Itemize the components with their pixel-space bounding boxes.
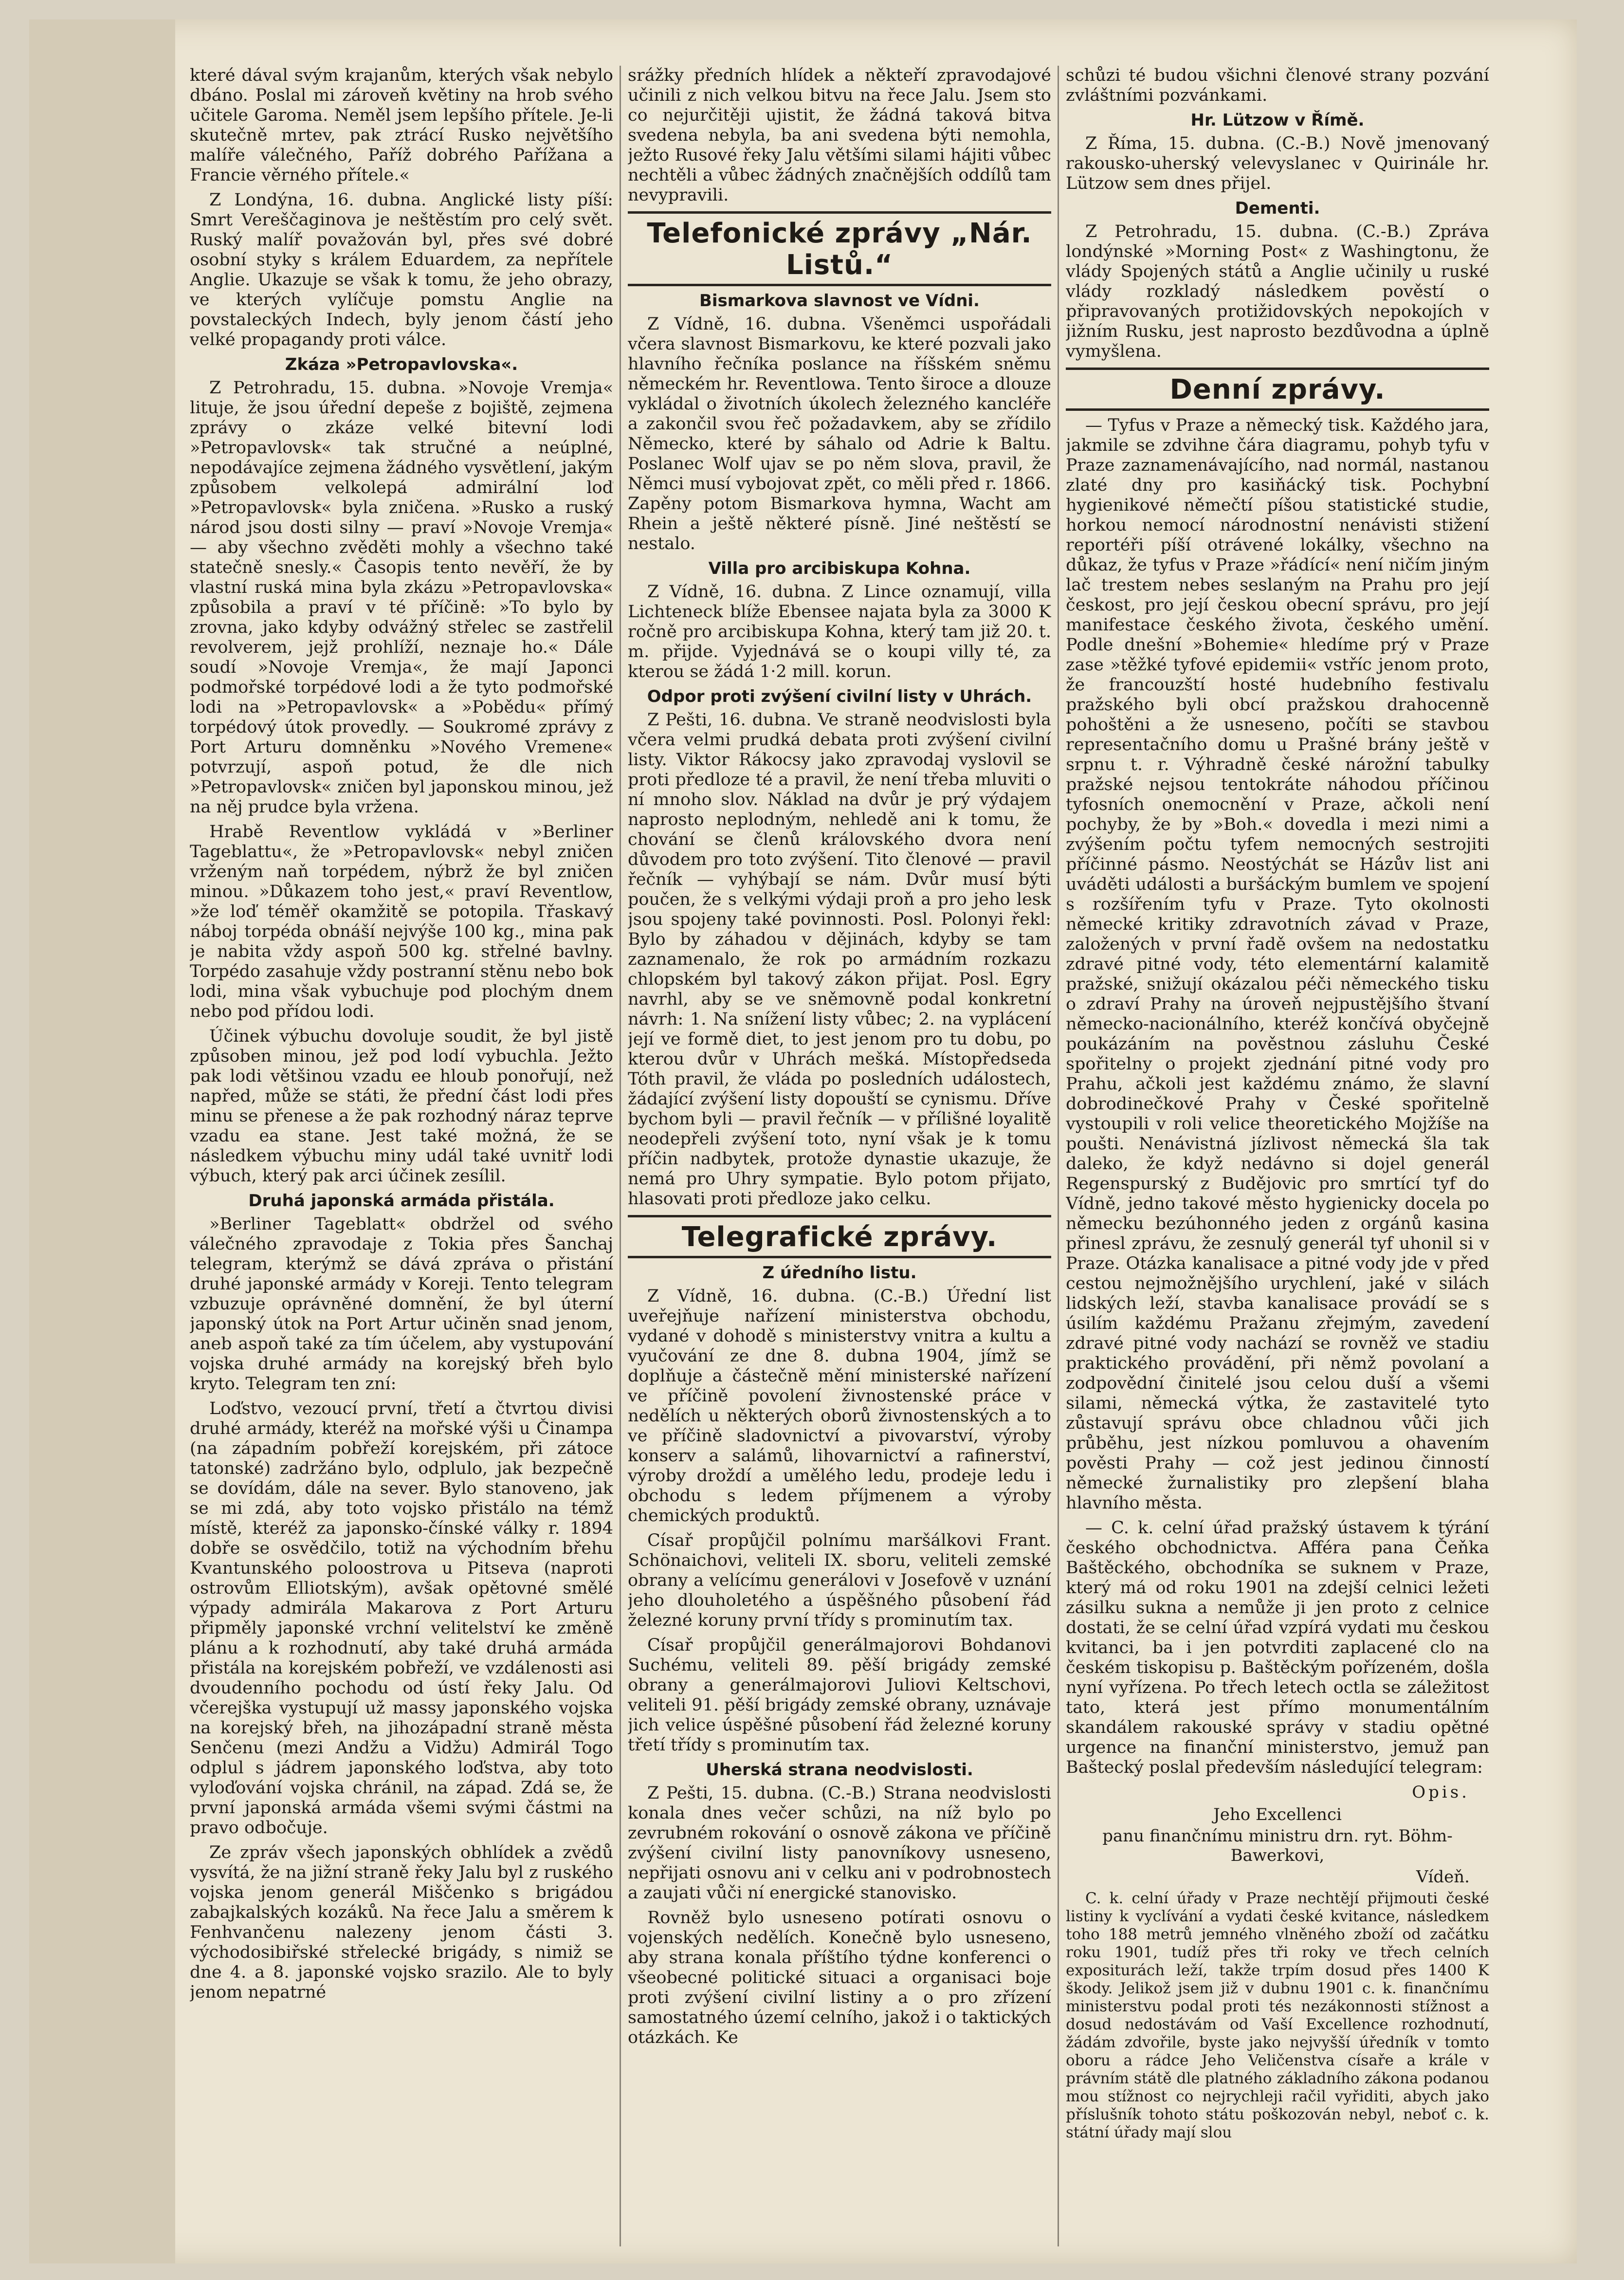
document-label: Opis. xyxy=(1412,1783,1470,1802)
section-heading: Telegrafické zprávy. xyxy=(628,1215,1051,1258)
article-heading: Uherská strana neodvislosti. xyxy=(706,1760,973,1780)
article-paragraph: Z Petrohradu, 15. dubna. (C.-B.) Zpráva londýnské »Morning Post« z Washingtonu, že vlády Spojených států a Anglie učinily u ruské vlády rozkladý následkem pověstí o připravovaných protižidovských nepokojích v jižním Rusku, jest naprosto bezdůvodna a úplně vymyšlena. xyxy=(1066,222,1489,361)
page-margin xyxy=(29,19,175,2263)
newspaper-page xyxy=(29,19,1577,2263)
article-heading: Druhá japonská armáda přistála. xyxy=(248,1191,555,1211)
section-heading: Denní zprávy. xyxy=(1066,368,1489,411)
article-heading: Z úředního listu. xyxy=(762,1263,917,1283)
article-paragraph: Z Londýna, 16. dubna. Anglické listy píší: Smrt Vereščaginova je neštěstím pro celý svět. Ruský malíř považován byl, přes své dobré osobní styky s králem Eduardem, za nepřítele Anglie. Ukazuje se však k tomu, že jeho obrazy, ve kterých vylíčuje pomstu Anglie na povstaleckých Indech, byly jenom částí jeho velké propagandy proti válce. xyxy=(190,190,613,349)
article-paragraph: Z Pešti, 15. dubna. (C.-B.) Strana neodvislosti konala dnes večer schůzi, na níž bylo po zevrubném rokování o osnově zákona ve příčině zvýšení civilní listy panovníkovy usneseno, nepřijati osnovu ani v celku ani v podrobnostech a zaujati vůči ní energické stanovisko. xyxy=(628,1784,1051,1903)
article-paragraph: »Berliner Tageblatt« obdržel od svého válečného zpravodaje z Tokia přes Šanchaj telegram, kterýmž se dává zpráva o přistání druhé japonské armády v Koreji. Tento telegram vzbuzuje oprávněné domnění, že byl úterní japonský útok na Port Artur učiněn snad jenom, aneb aspoň také za tím účelem, aby vystupování vojska druhé armády na korejský břeh bylo kryto. Telegram ten zní: xyxy=(190,1214,613,1394)
article-paragraph: Z Vídně, 16. dubna. (C.-B.) Úřední list uveřejňuje nařízení ministerstva obchodu, vydané v dohodě s ministerstvy vnitra a kultu a vyučování ze dne 8. dubna 1904, jímž se doplňuje a částečně mění ministerské nařízení ve příčině povolení živnostenské práce v nedělích u některých oborů živnostenských a to ve příčině sladovnictví a pivovarství, výroby konserv a salámů, lihovarnictví a rafinerství, výroby droždí a umělého ledu, prodeje ledu i obchodu s ledem příjmenem a výroby chemických produktů. xyxy=(628,1287,1051,1526)
column-1 xyxy=(190,66,613,2246)
column-3 xyxy=(1066,66,1489,2246)
telegram-text: C. k. celní úřady v Praze nechtějí přijmouti české listiny k vyclívání a vydati české kvitance, následkem toho 188 metrů jemného vlněného zboží od začátku roku 1901, tudíž přes tři roky ve třech celních expositurách leží, takže trpím dosud přes 1400 K škody. Jelikož jsem již v dubnu 1901 c. k. finančnímu ministerstvu podal proti tés nezákonnosti stížnost a dosud nedostávám od Vaší Excellence rozhodnutí, žádám zdvořile, byste jako nejvyšší úředník v tomto oboru a rádce Jeho Veličenstva císaře a krále v právním státě dle platného základního zákona podanou mou stížnost co nejrychleji račil vyřiditi, abych jako příslušník tohoto státu poškozován nebyl, neboť c. k. státní úřady mají slou xyxy=(1066,1890,1489,2141)
article-paragraph: Z Říma, 15. dubna. (C.-B.) Nově jmenovaný rakousko-uherský velevyslanec v Quirinále hr. Lützow sem dnes přijel. xyxy=(1066,134,1489,193)
article-paragraph: Loďstvo, vezoucí první, třetí a čtvrtou divisi druhé armády, kteréž na mořské výši u Činampa (na západním pobřeží korejském, při zátoce tatonské) zadržáno bylo, odplulo, jak bezpečně se dovídám, dále na sever. Bylo stanoveno, jak se mi zdá, aby toto vojsko přistálo na témž místě, kteréž za japonsko-čínské války r. 1894 dobře se osvědčilo, totiž na východním břehu Kvantunského poloostrova u Pitseva (naproti ostrovům Elliotským), avšak opětovné smělé výpady admirála Makarova z Port Arturu připměly japonské vrchní velitelství ke změně plánu a k rozhodnutí, aby také druhá armáda přistála na korejském pobřeží, ve vzdálenosti asi dvoudenního pochodu od ústí řeky Jalu. Od včerejška vystupují už massy japonského vojska na korejský břeh, na jihozápadní straně města Senčenu (mezi Andžu a Vidžu) Admirál Togo odplul s jádrem japonského loďstva, aby toto vyloďování vojska chránil, na západ. Zdá se, že první japonská armáda všemi svými částmi na pravo odbočuje. xyxy=(190,1399,613,1838)
article-paragraph: Ze zpráv všech japonských obhlídek a zvědů vysvítá, že na jižní straně řeky Jalu byl z ruského vojska jenom generál Miščenko s brigádou zabajkalských kozáků. Na řece Jalu a směrem k Fenhvančenu nalezeny jenom části 3. východosibiřské střelecké brigády, s nimiž se dne 4. a 8. japonské vojsko srazilo. Ale to byly jenom nepatrné xyxy=(190,1843,613,2002)
article-paragraph: schůzi té budou všichni členové strany pozvání zvláštními pozvánkami. xyxy=(1066,66,1489,105)
article-heading: Dementi. xyxy=(1235,199,1320,218)
article-paragraph: Z Vídně, 16. dubna. Všeněmci uspořádali včera slavnost Bismarkovu, ke které pozvali jako hlavního řečníka poslance na říšském sněmu německém hr. Reventlowa. Tento široce a dlouze vykládal o životních úkolech železného kancléře a zakončil svou řeč požadavkem, aby se zřídilo Německo, které by sáhalo od Adrie k Baltu. Poslanec Wolf ujav se po něm slova, pravil, že Němci musí vybojovat zpět, co měli před r. 1866. Zapěny potom Bismarkova hymna, Wacht am Rhein a ještě některé písně. Jiné neštěstí se nestalo. xyxy=(628,314,1051,553)
article-heading: Hr. Lützow v Římě. xyxy=(1190,110,1365,130)
article-paragraph: Z Pešti, 16. dubna. Ve straně neodvislosti byla včera velmi prudká debata proti zvýšení civilní listy. Viktor Rákocsy jako zpravodaj vyslovil se proti předloze té a pravil, že není třeba mluviti o ní mnoho slov. Náklad na dvůr je prý výdajem naprosto neplodným, nehledě ani k tomu, že chování se členů královského dvora není důvodem pro toto zvýšení. Tito členové — pravil řečník — vyhýbají se nám. Dvůr musí býti poučen, že s velkými výdaji proň a pro jeho lesk jsou spojeny také povinnosti. Posl. Polonyi řekl: Bylo by záhadou v dějinách, kdyby se tam zaznamenalo, že rok po armádním rozkazu chlopském byl takový zákon přijat. Posl. Egry navrhl, aby se ve sněmovně podal konkretní návrh: 1. Na snížení listy vůbec; 2. na vyplácení její ve formě diet, to jest jenom pro tu dobu, po kterou dvůr v Uhrách mešká. Místopředseda Tóth pravil, že vláda po posledních událostech, žádající zvýšení listy dopouští se cynismu. Dříve bychom byli — pravil řečník — v přílišné loyalitě neodepřeli zvýšení toto, nyní však je k tomu příčin nadbytek, protože dynastie ukazuje, že nemá pro Uhry sympatie. Bylo potom přijato, hlasovati proti předloze jako celku. xyxy=(628,710,1051,1209)
address-line: panu finančnímu ministru drn. ryt. Böhm-Bawerkovi, xyxy=(1102,1826,1453,1865)
section-heading: Telefonické zprávy „Nár. Listů.“ xyxy=(628,211,1051,286)
article-paragraph: Císař propůjčil polnímu maršálkovi Frant. Schönaichovi, veliteli IX. sboru, veliteli zemské obrany a velícímu generálovi v Josefově v uznání jeho dlouholetého a úspěšného působení řád železné koruny první třídy s prominutím tax. xyxy=(628,1531,1051,1630)
column-2 xyxy=(628,66,1051,2246)
article-heading: Bismarkova slavnost ve Vídni. xyxy=(699,291,980,311)
article-heading: Villa pro arcibiskupa Kohna. xyxy=(708,559,971,578)
article-paragraph: — Tyfus v Praze a německý tisk. Každého jara, jakmile se zdvihne čára diagramu, pohyb tyfu v Praze zaznamenávajícího, nad normál, nastanou zlaté dny pro kasiňácký tisk. Pochybní hygienikové němečtí píšou statistické studie, horkou nemocí národnostní nenávisti stižení reportéři píší otrávené lokálky, všechno na důkaz, že tyfus v Praze »řádící« není ničím jiným lač trestem nebes seslaným na Prahu pro její českost, pro její českou obecní správu, pro její manifestace českého života, českého umění. Podle dnešní »Bohemie« hledíme prý v Praze zase »těžké tyfové epidemii« vstříc jenom proto, že francouzští hosté hudebního festivalu pražského byli obcí pražskou drahocenně pohoštěni a že usneseno, počíti se stavbou representačního domu u Prašné brány ještě v srpnu t. r. Výhradně české nárožní tabulky pražské nejsou tentokráte náhodou příčinou tyfosních onemocnění v Praze, ačkoli není pochyby, že by »Boh.« dovedla i mezi nimi a zvýšením počtu tyfem nemocných sestrojiti příčinné pásmo. Neostýchát se Házův list ani uváděti události a buršáckým bumlem ve spojení s rozšířením tyfu v Praze. Tyto okolnosti německé kritiky zdravotních závad v Praze, založených v první řadě ovšem na nedostatku zdravé pitné vody, této elementární kalamitě pražské, snižují okázalou péči německého tisku o zdraví Prahy na úroveň nejpustějšího štvaní německo-nacionálního, kteréž končívá obyčejně poukázáním na pověstnou zásluhu České spořitelny o projekt zjednání pitné vody pro Prahu, ačkoli jest každému známo, že slavní dobrodinečkové Prahy v České spořitelně vystoupili v roli velice theoretického Mojžíše na poušti. Nenávistná jízlivost německá šla tak daleko, že když nedávno si dojel generál Regenspurský z Budějovic pro smrtící tyf do Vídně, jedno takové město hygienicky docela po německu bezúhonného jeden z orgánů kasina přinesl zprávu, že zesnulý generál tyf uhonil si v Praze. Otázka kanalisace a pitné vody jde v před cestou nejmožnějšího urychlení, jaké v silách lidských leží, stavba kanalisace provádí se s úsilím každému Pražanu zřejmým, zavedení zdravé pitné vody nachází se rovněž ve stadiu praktického provádění, při němž povolaní a zodpovědní činitelé jsou celou duší a všemi silami, německá výtka, že zastavitelé tyto zůstavují správu obce chladnou vůči jich průběhu, jest nízkou pomluvou a ohavením pověsti Prahy — což jest jedinou činností německé žurnalistiky pro zlepšení blaha hlavního města. xyxy=(1066,416,1489,1513)
article-paragraph: Císař propůjčil generálmajorovi Bohdanovi Suchému, veliteli 89. pěší brigády zemské obrany a generálmajorovi Juliovi Keltschovi, veliteli 91. pěší brigády zemské obrany, uznávaje jich velice úspěšné působení řád železné koruny třetí třídy s prominutím tax. xyxy=(628,1636,1051,1755)
article-heading: Odpor proti zvýšení civilní listy v Uhrách. xyxy=(647,687,1032,706)
article-paragraph: Z Petrohradu, 15. dubna. »Novoje Vremja« lituje, že jsou úřední depeše z bojiště, zejmena zprávy o zkáze velké bitevní lodi »Petropavlovsk« tak stručné a neúplné, nepodávajíce zejmena žádného vysvětlení, jakým způsobem velkolepá admirální loď »Petropavlovsk« byla zničena. »Rusko a ruský národ jsou dosti silny — praví »Novoje Vremja« — aby všechno zvěděti mohly a všechno také statečně snesly.« Časopis tento nevěří, že by vlastní ruská mina byla zkázu »Petropavlovska« způsobila a praví v té příčině: »To bylo by zrovna, jako kdyby odvážný střelec se zastřelil revolverem, jejž prohlíží, neznaje ho.« Dále soudí »Novoje Vremja«, že mají Japonci podmořské torpédové lodi a že tyto podmořské lodi na »Petropavlovsk« a »Pobědu« přímý torpédový útok provedly. — Soukromé zprávy z Port Arturu domněnku »Nového Vremene« potvrzují, aspoň potud, že dle nich »Petropavlovsk« zničen byl japonskou minou, jež na něj prudce byla vržena. xyxy=(190,378,613,817)
column-rule xyxy=(1058,66,1059,2246)
article-paragraph: — C. k. celní úřad pražský ústavem k týrání českého obchodnictva. Afféra pana Čeňka Baštěckého, obchodníka se suknem v Praze, který má od roku 1901 na zdejší celnici ležeti zásilku sukna a nemůže ji jen proto z celnice dostati, že se celní úřad vzpírá vydati mu českou kvitanci, ba i jen potvrditi zaplacené clo na českém tiskopisu p. Baštěckým pořízeném, došla nyní vyřízena. Po třech letech octla se záležitost tato, která jest přímo monumentálním skandálem rakouské správy v stadiu opětné urgence na finanční ministerstvo, jemuž pan Baštecký poslal především následující telegram: xyxy=(1066,1518,1489,1777)
article-paragraph: srážky předních hlídek a někteří zpravodajové učinili z nich velkou bitvu na řece Jalu. Jsem sto co nejurčitěji ujistit, že žádná taková bitva svedena nebyla, ba ani svedena býti nemohla, ježto Rusové řeky Jalu většími silami hájiti vůbec nechtěli a vůbec žádných značnějších oddílů tam nevypravili. xyxy=(628,66,1051,205)
article-paragraph: Rovněž bylo usneseno potírati osnovu o vojenských nedělích. Konečně bylo usneseno, aby strana konala příštího týdne konferenci o všeobecné politické situaci a organisaci boje proti zvýšení civilní listiny a o pro zřízení samostatného území celního, jakož i o taktických otázkách. Ke xyxy=(628,1908,1051,2047)
address-line: Jeho Excellenci xyxy=(1213,1805,1342,1824)
address-city: Vídeň. xyxy=(1416,1867,1470,1887)
article-paragraph: Z Vídně, 16. dubna. Z Lince oznamují, villa Lichteneck blíže Ebensee najata byla za 3000 K ročně pro arcibiskupa Kohna, který tam již 20. t. m. přijde. Vyjednává se o koupi villy té, za kterou se žádá 1·2 mill. korun. xyxy=(628,582,1051,681)
article-paragraph: Účinek výbuchu dovoluje soudit, že byl jistě způsoben minou, jež pod lodí vybuchla. Ježto pak lodi většinou vzadu ee hloub ponořují, než napřed, může se státi, že přední část lodi přes minu se přenese a že pak rozhodný náraz teprve vzadu ea stane. Jest také možná, že se následkem výbuchu miny udál také uvnitř lodi výbuch, který pak arci účinek zesílil. xyxy=(190,1027,613,1186)
article-paragraph: které dával svým krajanům, kterých však nebylo dbáno. Poslal mi zároveň květiny na hrob svého učitele Garoma. Neměl jsem lepšího přítele. Je-li skutečně mrtev, pak ztrácí Rusko největšího malíře válečného, Paříž dobrého Pařížana a Francie věrného přítele.« xyxy=(190,66,613,185)
article-heading: Zkáza »Petropavlovska«. xyxy=(285,355,518,374)
article-paragraph: Hrabě Reventlow vykládá v »Berliner Tageblattu«, že »Petropavlovsk« nebyl zničen vrženým naň torpédem, nýbrž že byl zničen minou. »Důkazem toho jest,« praví Reventlow, »že loď téměř okamžitě se potopila. Třaskavý náboj torpéda obnáší nejvýše 100 kg., mina pak je nabita vždy aspoň 500 kg. střelné bavlny. Torpédo zasahuje vždy postranní stěnu nebo bok lodi, mina však vybuchuje pod plochým dnem nebo pod přídou lodi. xyxy=(190,822,613,1021)
column-rule xyxy=(620,66,621,2246)
